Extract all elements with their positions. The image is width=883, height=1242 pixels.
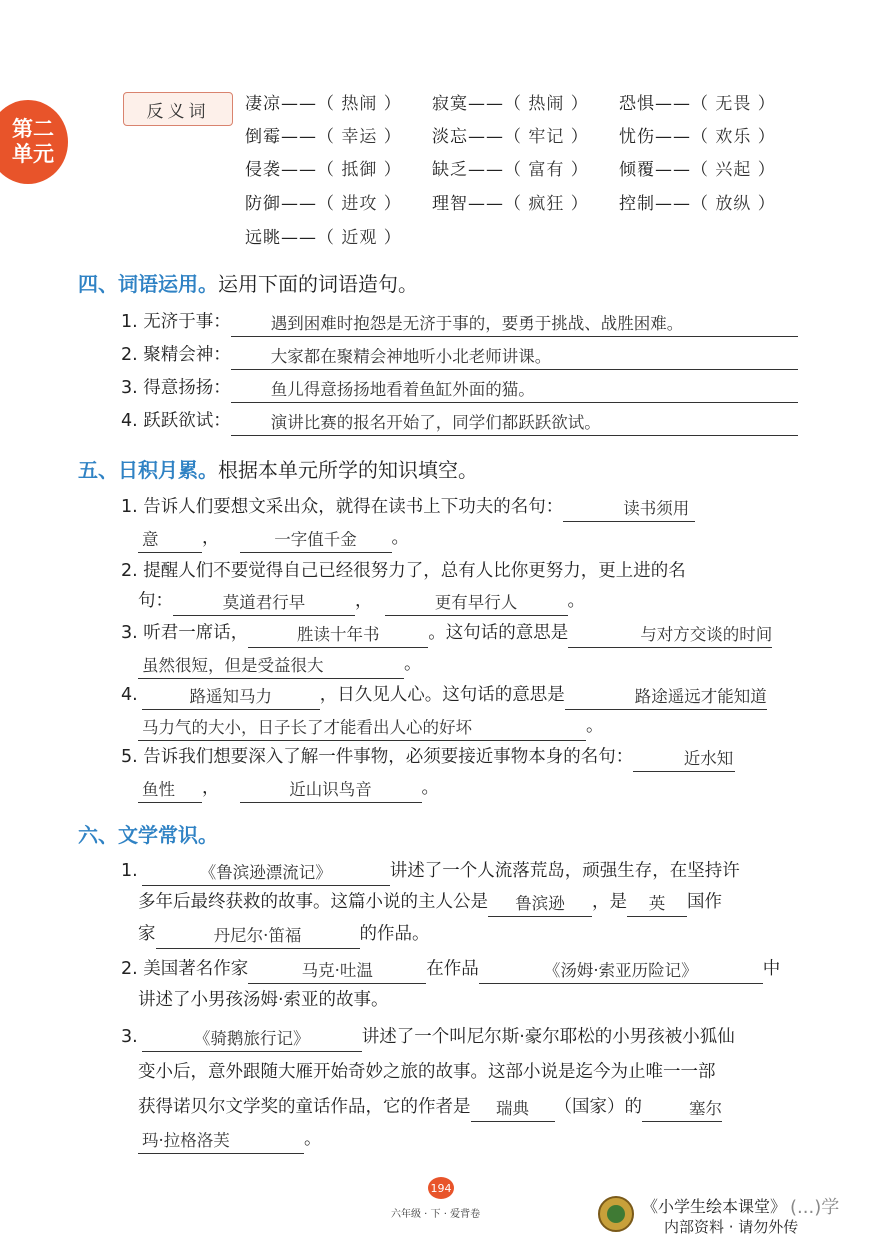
list-item [121, 856, 740, 886]
question-text: 3. 听君一席话， [121, 623, 249, 643]
answer-line[interactable]: 演讲比赛的报名开始了，同学们都跃跃欲试。 [231, 410, 798, 436]
antonym-word: 控制 [619, 194, 655, 214]
answer-line[interactable]: 英 [627, 891, 687, 917]
item-label: 1. 无济于事： [121, 312, 231, 332]
paren-close: ） [751, 94, 776, 114]
paren-close: ） [751, 160, 776, 180]
antonym-word: 淡忘 [432, 127, 468, 147]
answer-line[interactable]: 路遥知马力 [142, 684, 320, 710]
answer-line[interactable]: 鱼儿得意扬扬地看着鱼缸外面的猫。 [231, 377, 798, 403]
antonym-answer: 疯狂 [528, 194, 565, 214]
question-text: 在作品 [426, 959, 479, 979]
dash: ——（ [281, 94, 342, 114]
antonym-pair [245, 124, 402, 150]
paren-close: ） [564, 127, 589, 147]
dash: ——（ [655, 160, 716, 180]
answer-line[interactable]: 近山识鸟音 [240, 777, 422, 803]
list-item [138, 773, 439, 803]
list-item [138, 649, 422, 679]
antonym-word: 恐惧 [619, 94, 655, 114]
question-text: 2. 美国著名作家 [121, 959, 249, 979]
answer-line[interactable]: 近水知 [633, 746, 735, 772]
answer-line[interactable]: 与对方交谈的时间 [568, 622, 772, 648]
unit-badge [0, 100, 68, 184]
question-text: 的作品。 [359, 924, 430, 944]
logo-emblem-icon [607, 1205, 625, 1223]
question-text: 中 [762, 959, 781, 979]
antonym-pair [245, 191, 402, 217]
answer-line[interactable]: 一字值千金 [240, 527, 392, 553]
list-item [121, 742, 735, 772]
period: 。 [404, 654, 422, 674]
answer-line[interactable]: 鲁滨逊 [488, 891, 592, 917]
separator: ， [202, 528, 220, 548]
period: 。 [421, 778, 439, 798]
section-6-title: 六、文学常识。 [78, 823, 218, 847]
answer-line[interactable]: 读书须用 [563, 496, 695, 522]
question-text: ，日久见人心。这句话的意思是 [319, 685, 565, 705]
section-6-heading [78, 820, 218, 850]
item-label: 3. 得意扬扬： [121, 378, 231, 398]
antonym-word: 远眺 [245, 228, 281, 248]
internal-notice: 内部资料 · 请勿外传 [664, 1218, 799, 1236]
paren-close: ） [377, 194, 402, 214]
antonym-answer: 热闹 [341, 94, 378, 114]
antonym-answer: 牢记 [528, 127, 565, 147]
list-item [138, 1057, 716, 1087]
page-number: 194 [428, 1177, 454, 1199]
period: 。 [391, 528, 409, 548]
antonym-answer: 无畏 [715, 94, 752, 114]
antonym-answer: 抵御 [341, 160, 378, 180]
answer-line[interactable]: 遇到困难时抱怨是无济于事的，要勇于挑战、战胜困难。 [231, 311, 798, 337]
list-item [138, 1124, 322, 1154]
list-item [121, 1022, 735, 1052]
antonym-tag: 反义词 [123, 92, 233, 126]
book-title: 《小学生绘本课堂》 [642, 1197, 787, 1216]
question-text: 。这句话的意思是 [428, 623, 569, 643]
answer-line[interactable]: 莫道君行早 [173, 590, 355, 616]
section-5-instruction: 根据本单元所学的知识填空。 [218, 458, 478, 482]
answer-line[interactable]: 《鲁滨逊漂流记》 [142, 860, 390, 886]
antonym-word: 凄凉 [245, 94, 281, 114]
answer-line[interactable]: 大家都在聚精会神地听小北老师讲课。 [231, 344, 798, 370]
antonym-answer: 进攻 [341, 194, 378, 214]
list-item [121, 954, 780, 984]
question-text: ，是 [592, 892, 627, 912]
separator: ， [355, 591, 373, 611]
list-item [121, 556, 686, 586]
grade-label: 六年级 · 下 · 爱背卷 [391, 1209, 481, 1220]
answer-line[interactable]: 虽然很短，但是受益很大 [138, 653, 404, 679]
item-label: 2. 聚精会神： [121, 345, 231, 365]
dash: ——（ [468, 160, 529, 180]
question-text: 家 [138, 924, 156, 944]
question-text: 讲述了小男孩汤姆·索亚的故事。 [138, 990, 389, 1010]
dash: ——（ [281, 194, 342, 214]
period: 。 [567, 591, 585, 611]
paren-close: ） [377, 228, 402, 248]
dash: ——（ [281, 127, 342, 147]
antonym-word: 倾覆 [619, 160, 655, 180]
answer-line[interactable]: 胜读十年书 [248, 622, 428, 648]
paren-close: ） [564, 94, 589, 114]
question-number: 1. [121, 861, 138, 881]
list-item [138, 887, 722, 917]
list-item [138, 985, 389, 1015]
antonym-pair [432, 91, 589, 117]
question-text: 获得诺贝尔文学奖的童话作品，它的作者是 [138, 1097, 471, 1117]
list-item [121, 618, 772, 648]
list-item [121, 492, 695, 522]
dash: ——（ [655, 127, 716, 147]
antonym-word: 忧伤 [619, 127, 655, 147]
question-text: 讲述了一个叫尼尔斯·豪尔耶松的小男孩被小狐仙 [361, 1027, 735, 1047]
answer-line[interactable]: 《汤姆·索亚历险记》 [479, 958, 763, 984]
antonym-pair [245, 157, 402, 183]
question-text: 1. 告诉人们要想文采出众，就得在读书上下功夫的名句： [121, 497, 564, 517]
antonym-answer: 放纵 [715, 194, 752, 214]
list-item [121, 373, 798, 403]
antonym-pair [619, 124, 776, 150]
dash: ——（ [468, 94, 529, 114]
item-label: 4. 跃跃欲试： [121, 411, 231, 431]
antonym-word: 倒霉 [245, 127, 281, 147]
antonym-answer: 富有 [528, 160, 565, 180]
section-4-heading [78, 269, 418, 299]
antonym-answer: 热闹 [528, 94, 565, 114]
section-5-heading [78, 455, 478, 485]
list-item [138, 523, 409, 553]
answer-line[interactable]: 玛·拉格洛芙 [138, 1128, 304, 1154]
list-item [121, 340, 798, 370]
question-text: （国家）的 [554, 1097, 642, 1117]
question-text: 多年后最终获救的故事。这篇小说的主人公是 [138, 892, 488, 912]
answer-line[interactable]: 路途遥远才能知道 [565, 684, 767, 710]
section-4-instruction: 运用下面的词语造句。 [218, 272, 418, 296]
paren-close: ） [377, 94, 402, 114]
antonym-pair [432, 124, 589, 150]
antonym-word: 寂寞 [432, 94, 468, 114]
question-text: 讲述了一个人流落荒岛，顽强生存，在坚持许 [389, 861, 740, 881]
paren-close: ） [751, 194, 776, 214]
dash: ——（ [281, 228, 342, 248]
answer-line[interactable]: 鱼性 [138, 777, 202, 803]
question-number: 4. [121, 685, 138, 705]
answer-line[interactable]: 瑞典 [471, 1096, 555, 1122]
antonym-pair [245, 225, 402, 251]
list-item [121, 680, 767, 710]
antonym-pair [432, 157, 589, 183]
question-text: 句： [138, 591, 173, 611]
list-item [121, 307, 798, 337]
answer-line[interactable]: 更有早行人 [385, 590, 568, 616]
antonym-answer: 兴起 [715, 160, 752, 180]
antonym-word: 防御 [245, 194, 281, 214]
unit-badge-line2: 单元 [12, 142, 54, 166]
question-text: 国作 [687, 892, 722, 912]
paren-close: ） [751, 127, 776, 147]
answer-line[interactable]: 塞尔 [642, 1096, 722, 1122]
dash: ——（ [281, 160, 342, 180]
antonym-pair [619, 157, 776, 183]
paren-close: ） [377, 160, 402, 180]
paren-close: ） [377, 127, 402, 147]
answer-line[interactable]: 马力气的大小，日子长了才能看出人心的好坏 [138, 715, 586, 741]
antonym-answer: 欢乐 [715, 127, 752, 147]
antonym-pair [245, 91, 402, 117]
list-item [121, 406, 798, 436]
antonym-word: 侵袭 [245, 160, 281, 180]
antonym-word: 理智 [432, 194, 468, 214]
question-text: 5. 告诉我们想要深入了解一件事物，必须要接近事物本身的名句： [121, 747, 634, 767]
dash: ——（ [655, 94, 716, 114]
question-text: 变小后，意外跟随大雁开始奇妙之旅的故事。这部小说是迄今为止唯一一部 [138, 1062, 716, 1082]
answer-line[interactable]: 《骑鹅旅行记》 [142, 1026, 362, 1052]
paren-close: ） [564, 194, 589, 214]
list-item [138, 711, 604, 741]
antonym-pair [619, 91, 776, 117]
period: 。 [304, 1129, 322, 1149]
list-item [138, 586, 585, 616]
period: 。 [586, 716, 604, 736]
list-item [138, 1092, 722, 1122]
antonym-pair [619, 191, 776, 217]
watermark: (...)学 [790, 1197, 840, 1218]
dash: ——（ [468, 127, 529, 147]
dash: ——（ [468, 194, 529, 214]
answer-line[interactable]: 丹尼尔·笛福 [156, 923, 360, 949]
answer-line[interactable]: 马克·吐温 [248, 958, 426, 984]
section-4-title: 四、词语运用。 [78, 272, 218, 296]
paren-close: ） [564, 160, 589, 180]
answer-line[interactable]: 意 [138, 527, 202, 553]
antonym-answer: 近观 [341, 228, 378, 248]
list-item [138, 919, 430, 949]
publisher-logo [598, 1196, 634, 1232]
unit-badge-line1: 第二 [12, 117, 54, 141]
section-5-title: 五、日积月累。 [78, 458, 218, 482]
dash: ——（ [655, 194, 716, 214]
antonym-pair [432, 191, 589, 217]
antonym-word: 缺乏 [432, 160, 468, 180]
question-text: 2. 提醒人们不要觉得自己已经很努力了，总有人比你更努力，更上进的名 [121, 561, 686, 581]
question-number: 3. [121, 1027, 138, 1047]
separator: ， [202, 778, 220, 798]
antonym-answer: 幸运 [341, 127, 378, 147]
